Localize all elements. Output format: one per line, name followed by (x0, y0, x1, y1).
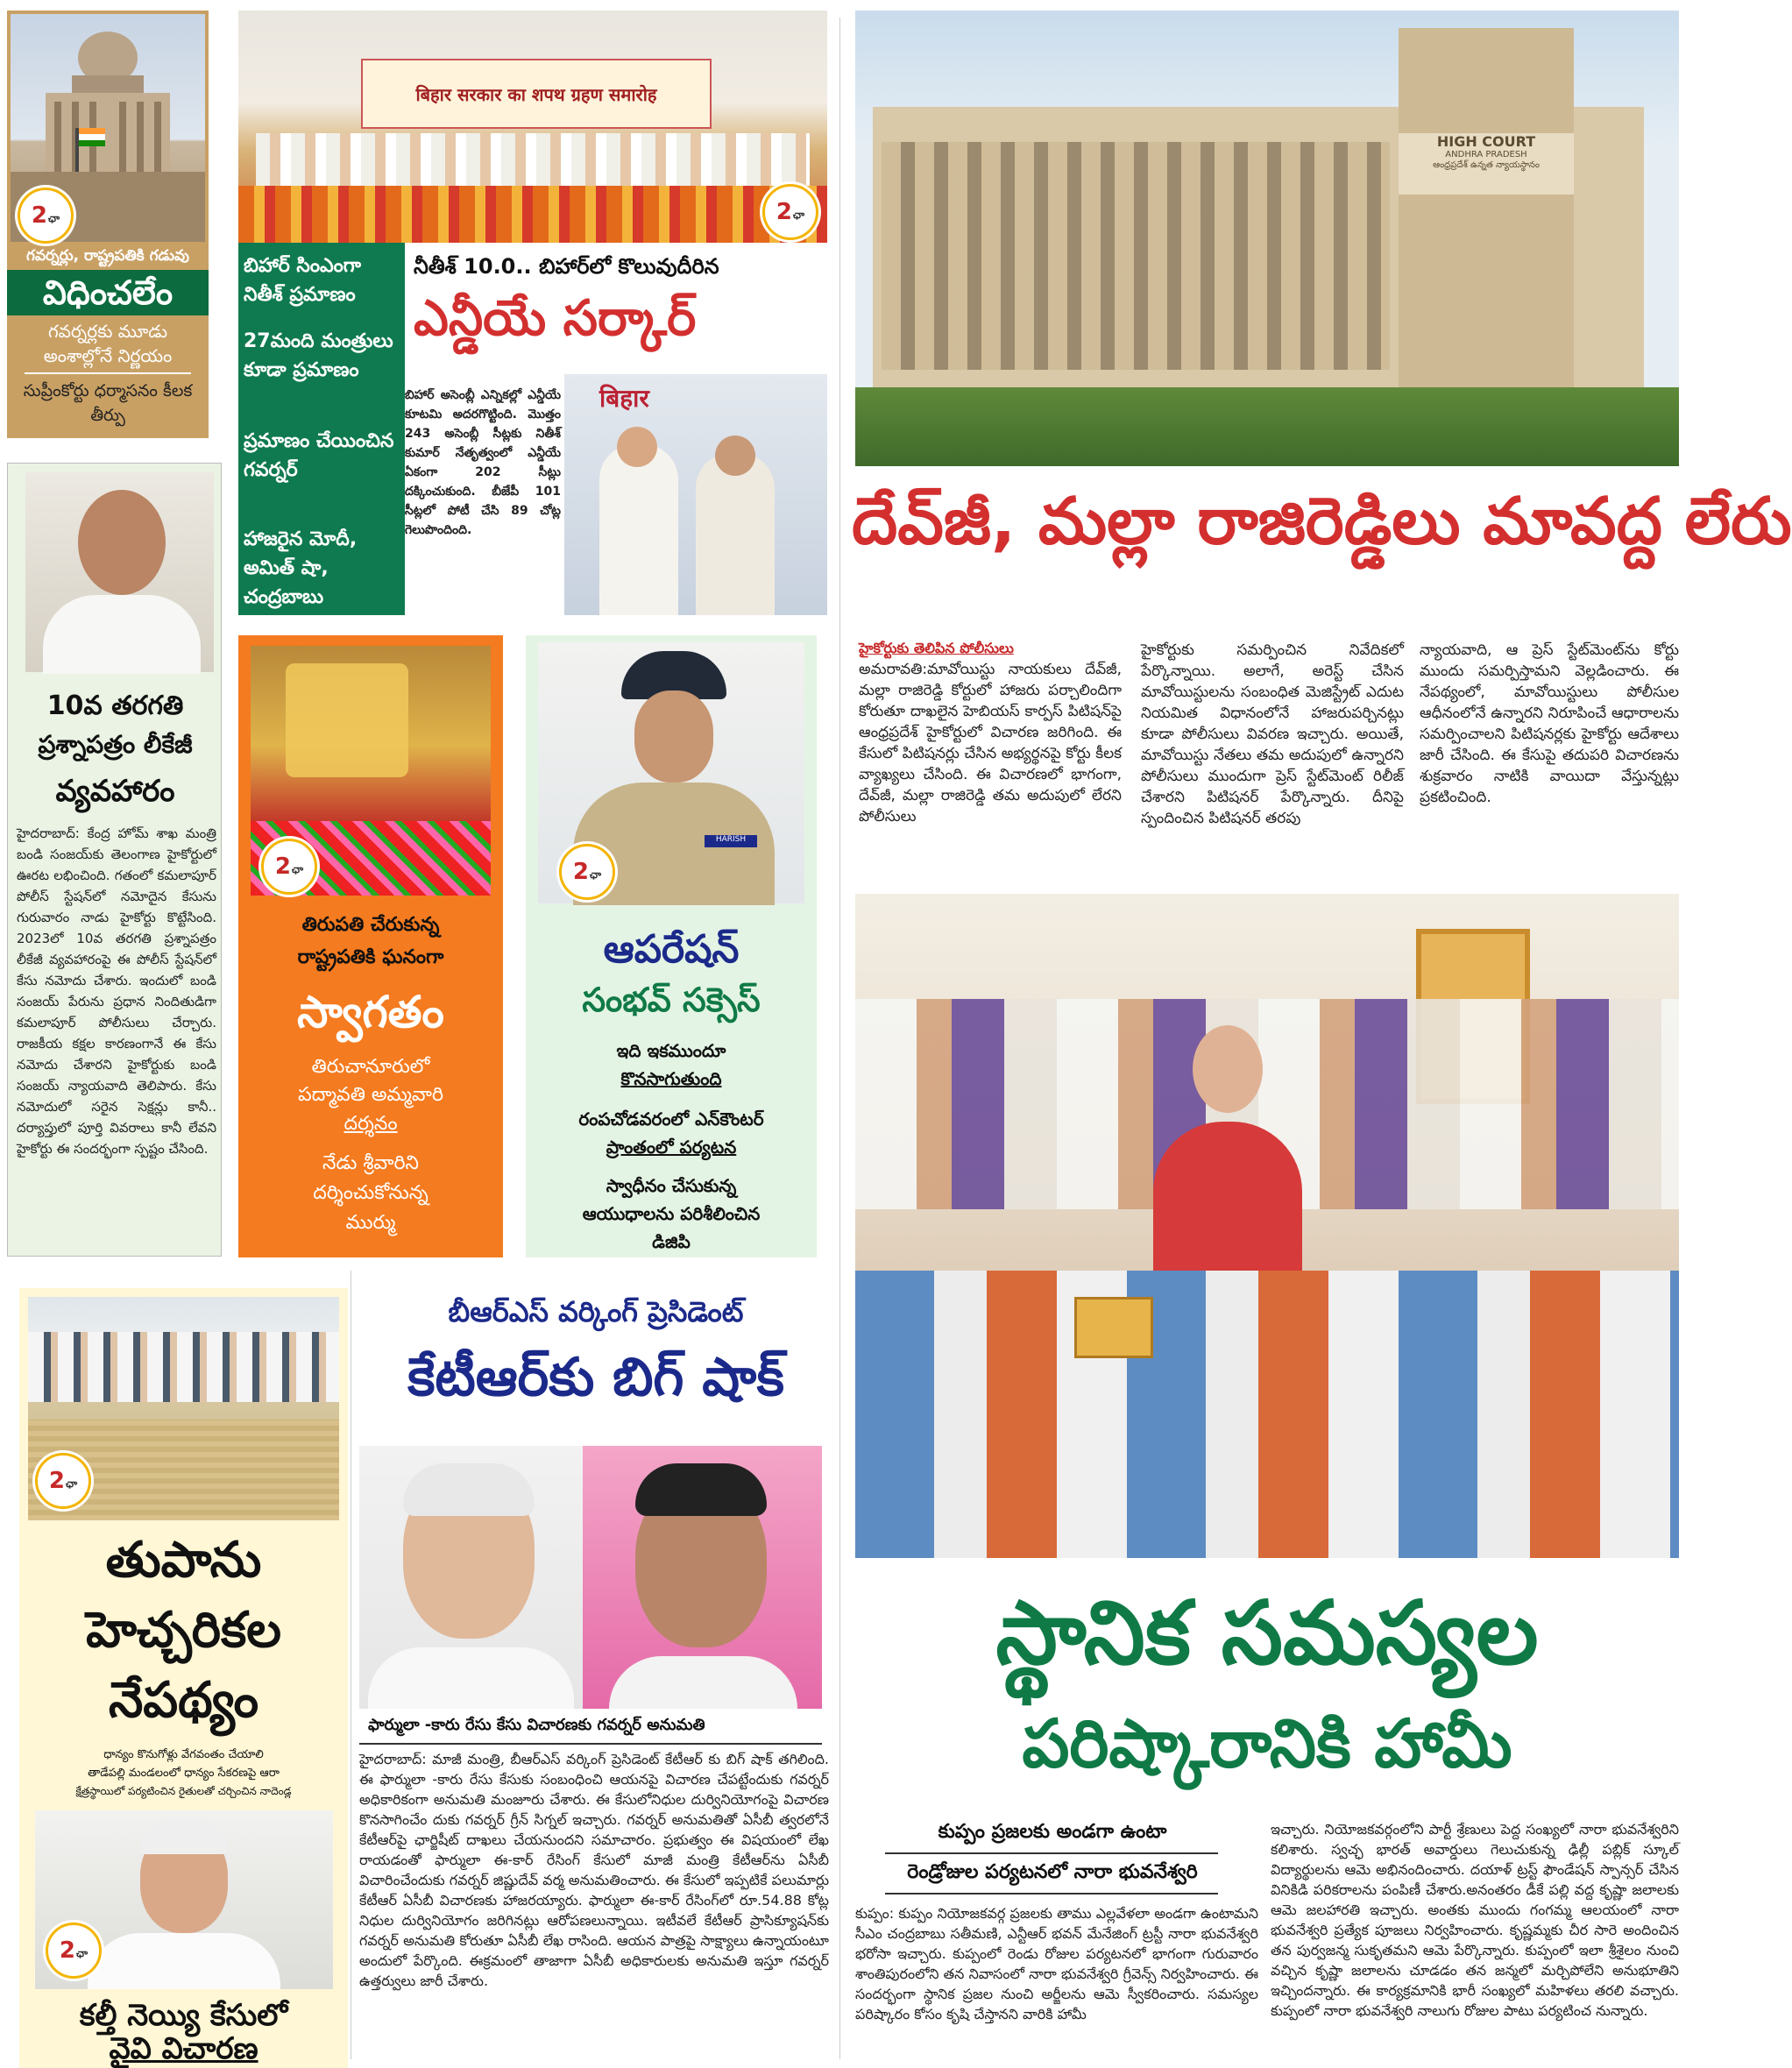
governor-photo (359, 1446, 583, 1709)
operation-item3a: స్వాధీనం చేసుకున్న (606, 1175, 737, 1196)
tirupati-story (238, 635, 503, 1257)
tirupati-line1: తిరుచానూరులో (311, 1056, 430, 1078)
high-court-col1: అమరావతి:మావోయిస్టు నాయకులు దేవ్‌జీ, మల్లా రాజిరెడ్డి కోర్టులో హాజరు పర్చాలిందిగా కోరుతూ దాఖలైన హెబియస్ కార్పస్ పిటిషన్‌పై ఆంధ్రప్రదేశ్ హైకోర్టులో విచారణ జరిగింది. ఈ కేసులో పిటిషనర్లు చేసిన అభ్యర్థనపై కోర్టు కీలక వ్యాఖ్యలు చేసింది. ఈ విచారణలో భాగంగా, దేవ్‌జీ, మల్లా రాజిరెడ్డి తమ అదుపులో లేరని పోలీసులు (859, 661, 1122, 825)
operation-item2a: రంపచోడవరంలో ఎన్‌కౌంటర్ (578, 1108, 764, 1130)
supreme-court-sub1: గవర్నర్లకు మూడు అంశాల్లోనే నిర్ణయం (43, 321, 173, 366)
operation-item1a: ఇది ఇకముందూ (616, 1040, 726, 1061)
ktr-kicker: బీఆర్ఎస్ వర్కింగ్ ప్రెసిడెంట్ (448, 1295, 744, 1328)
bihar-side-panel (238, 243, 405, 615)
sign-line2: ANDHRA PRADESH (1445, 150, 1527, 159)
person-figure (715, 436, 755, 476)
bihar-banner-text: बिहार सरकार का शपथ ग्रहण समारोह (415, 83, 657, 105)
lawn-trees (855, 387, 1679, 466)
tirupati-headline: స్వాగతం (297, 987, 444, 1038)
tirupati-line4: నేడు శ్రీవారిని (322, 1152, 419, 1174)
modi-nitish-photo (564, 374, 827, 615)
flower-decor (238, 186, 827, 243)
operation-item2b: ప్రాంతంలో పర్యటన (606, 1137, 737, 1158)
shirt (368, 1647, 574, 1709)
tirupati-kicker2: రాష్ట్రపతికి ఘనంగా (297, 946, 444, 968)
bihar-kicker: నీతీశ్ 10.0.. బిహార్‌లో కొలువుదీరిన (414, 254, 719, 279)
operation-headline2: సంభవ్ సక్సెస్ (582, 981, 761, 1019)
operation-headline1: ఆపరేషన్ (603, 927, 740, 972)
building-tower (1399, 28, 1574, 396)
operation-item1b: కొనసాగుతుంది (620, 1068, 722, 1089)
supreme-court-kicker: గవర్నర్లు, రాష్ట్రపతికి గడువు (26, 247, 189, 265)
crowd (28, 1332, 339, 1402)
bihar-side-item: 27మంది మంత్రులు కూడా ప్రమాణం (244, 330, 393, 381)
kuppam-headline2: పరిష్కారానికి హామీ (1022, 1704, 1512, 1782)
bihar-stage-photo (238, 11, 827, 243)
newspaper-logo: 2 ఛా (18, 188, 74, 244)
divider (25, 372, 191, 374)
kuppam-headline1: స్థానిక సమస్యల (995, 1582, 1539, 1684)
kuppam-sub1-divider (885, 1852, 1218, 1854)
ghee-headline1: కల్తీ నెయ్యి కేసులో (79, 1998, 288, 2033)
ktr-headline: కేటీఆర్‌కు బిగ్ షాక్ (407, 1347, 784, 1408)
newspaper-logo: 2 ఛా (46, 1923, 102, 1979)
leak-headline3: వ్యవహారం (55, 774, 175, 809)
shirt (43, 595, 201, 674)
bihar-headline: ఎన్డీయే సర్కార్ (414, 290, 697, 347)
crowd-on-stage (256, 133, 810, 186)
supreme-court-headline: విధించలేం (7, 270, 209, 315)
ghee-headline2: వైవి విచారణ (109, 2031, 259, 2066)
cyclone-sub1: ధాన్యం కొనుగోళ్లు వేగవంతం చేయాలి (103, 1748, 264, 1761)
cyclone-sub2: తాడేపల్లి మండలంలో ధాన్యం సేకరణపై ఆరా (88, 1767, 280, 1780)
children-front-row (855, 1271, 1679, 1558)
newspaper-logo: 2 ఛా (35, 1453, 91, 1509)
column-rule (839, 18, 840, 2059)
kuppam-col1: కుప్పం: కుప్పం నియోజకవర్గ ప్రజలకు తాము ఎల్లవేళలా అండగా ఉంటామని సీఎం చంద్రబాబు సతీమణి, ఎన్టీఆర్ భవన్ మేనేజింగ్ ట్రస్టీ నారా భువనేశ్వరి భరోసా ఇచ్చారు. కుప్పంలో రెండు రోజుల పర్యటనలో భాగంగా గురువారం శాంతిపురంలోని తన నివాసంలో నారా భువనేశ్వరి గ్రీవెన్స్ నిర్వహించారు. ఈ సందర్భంగా స్థానిక ప్రజల నుంచి అర్జీలను ఆమె స్వీకరించారు. సమస్యల పరిష్కారం కోసం కృషి చేస్తానని వారికి హామీ (855, 1905, 1258, 2022)
supreme-court-photo (11, 14, 205, 242)
sign-telugu: ఆంధ్రప్రదేశ్ ఉన్నత న్యాయస్థానం (1433, 160, 1540, 170)
bihar-banner (361, 59, 712, 129)
supreme-court-sub2: సుప్రీంకోర్టు ధర్మాసనం కీలక తీర్పు (23, 381, 193, 425)
operation-item3c: డిజిపి (652, 1231, 691, 1252)
tirupati-line2: పద్మావతి అమ్మవారి (297, 1084, 444, 1106)
building-windows (882, 142, 1390, 370)
operation-item3b: ఆయుధాలను పరిశీలించిన (582, 1203, 761, 1224)
high-court-photo (855, 11, 1679, 466)
tirupati-line3: దర్శనం (344, 1113, 398, 1135)
tirupati-line5: దర్శించుకోనున్న (313, 1182, 429, 1204)
woman-face (1193, 1025, 1263, 1113)
tirupati-kicker1: తిరుపతి చేరుకున్న (301, 914, 440, 936)
cyclone-headline1: తుపాను (105, 1532, 262, 1589)
high-court-headline: దేవ్‌జీ, మల్లా రాజిరెడ్డిలు మావద్ద లేరు (852, 484, 1792, 559)
bihar-side-item: ప్రమాణం చేయించిన గవర్నర్ (244, 430, 394, 481)
supreme-court-story (7, 11, 209, 438)
newspaper-logo: 2 ఛా (261, 839, 317, 895)
face (78, 490, 166, 595)
hair (403, 1463, 535, 1516)
bihar-story (238, 11, 827, 615)
hair (635, 1463, 767, 1516)
temple-decor (286, 663, 408, 777)
person-figure (696, 453, 775, 615)
ktr-photo (583, 1446, 822, 1709)
bihar-side-item: బిహార్ సింఎంగా నితీశ్ ప్రమాణం (244, 255, 362, 306)
leak-body: హైదరాబాద్: కేంద్ర హోమ్ శాఖ మంత్రి బండి సంజయ్‌కు తెలంగాణ హైకోర్టులో ఊరట లభించింది. గతంలో కమలాపూర్ పోలీస్ స్టేషన్‌లో నమోదైన కేసును గురువారం నాడు హైకోర్టు కొట్టేసింది. 2023లో 10వ తరగతి ప్రశ్నాపత్రం లీకేజీ వ్యవహారంపై ఈ పోలీస్ స్టేషన్‌లో కేసు నమోదు చేశారు. ఇందులో బండి సంజయ్ పేరును ప్రధాన నిందితుడిగా కమలాపూర్ పోలీసులు చేర్చారు. రాజకీయ కక్షల కారణంగానే ఈ కేసు నమోదు చేశారని హైకోర్టుకు బండి సంజయ్ న్యాయవాది తెలిపారు. కేసు నమోదులో సరైన సెక్షన్లు కానీ.. దర్యాప్తులో పూర్తి వివరాలు కానీ లేవని హైకోర్టు ఈ సందర్భంగా స్పష్టం చేసింది. (17, 825, 216, 1157)
kuppam-sub2-divider (885, 1893, 1218, 1894)
cyclone-sub3: క్షేత్రస్థాయిలో పర్యటించిన రైతులతో చర్చించిన నాదెండ్ల (75, 1785, 292, 1797)
bhuvaneswari-group-photo (855, 894, 1679, 1558)
yv-subba-reddy-photo (35, 1810, 333, 1989)
shirt (88, 1933, 280, 1989)
hair (140, 1819, 228, 1854)
newspaper-logo: 2 ఛా (762, 184, 818, 240)
kuppam-sub2: రెండ్రోజుల పర్యటనలో నారా భువనేశ్వరి (907, 1861, 1198, 1883)
person-figure (617, 427, 657, 467)
high-court-col3: న్యాయవాది, ఆ ప్రెస్ స్టేట్‌మెంట్‌ను కోర్టు ముందు సమర్పిస్తామని వెల్లడించారు. ఈ నేపథ్యంలో, మావోయిస్టులు పోలీసుల ఆధీనంలోనే ఉన్నారని నిరూపించే ఆధారాలను సమర్పించాలని పిటిషనర్లకు హైకోర్టు ఆదేశాలు జారీ చేసింది. ఈ కేసుపై తదుపరి విచారణను శుక్రవారం నాటికి వాయిదా వేస్తున్నట్లు ప్రకటించింది. (1420, 641, 1679, 806)
name-tag: HARISH (705, 835, 757, 847)
person-figure (599, 444, 678, 615)
cyclone-headline3: నేపథ్యం (108, 1672, 259, 1729)
bihar-side-item: హాజరైన మోదీ, అమిత్ షా, చంద్రబాబు (244, 528, 358, 608)
gift-box (1074, 1297, 1153, 1358)
ktr-body: హైదరాబాద్: మాజీ మంత్రి, బీఆర్ఎస్ వర్కింగ్ ప్రెసిడెంట్ కేటీఆర్ కు బిగ్ షాక్ తగిలింది. ఈ ఫార్ములా -కారు రేసు కేసుకు సంబంధించి ఆయనపై విచారణ చేపట్టేందుకు గవర్నర్ అధికారికంగా అనుమతి మంజూరు చేశారు. ఈ కేసులోనిధుల దుర్వినియోగంపై విచారణ కొనసాగించేం దుకు గవర్నర్ గ్రీన్ సిగ్నల్ ఇచ్చారు. గవర్నర్ అనుమతితో ఏసీబీ త్వరలోనే కేటీఆర్‌పై ఛార్జిషీట్ దాఖలు చేయనుందని సమాచారం. ప్రభుత్వం ఈ విషయంలో లేఖ రాయడంతో ఫార్ములా ఈ-కార్ రేసింగ్ కేసులో మాజీ మంత్రి కేటీఆర్‌ను ఏసీబీ విచారించేందుకు గవర్నర్ జిష్ణుదేవ్ వర్మ అనుమతించారు. ఈ కేసులో ఇప్పటికే పలుమార్లు కేటీఆర్ ఏసీబీ విచారణకు హాజరయ్యారు. ఫార్ములా ఈ-కార్ రేసింగ్‌లో రూ.54.88 కోట్ల నిధుల దుర్వినియోగం జరిగినట్లు ఆరోపణలున్నాయి. ఇటీవలే కేటీఆర్ ప్రాసిక్యూషన్‌కు గవర్నర్ అనుమతి కోరుతూ ఏసీబీ లేఖ రాసింది. ఆయన పాత్రపై సాక్ష్యాలు ఉన్నాయంటూ అందులో పేర్కొంది. ఈక్రమంలో తాజాగా ఏసీబీ అధికారులకు అనుమతి ఇస్తూ గవర్నర్ ఉత్తర్వులు జారీ చేశారు. (359, 1751, 829, 1989)
shirt (609, 1656, 797, 1709)
high-court-sign (1399, 133, 1574, 195)
cyclone-headline2: హెచ్చరికల (86, 1602, 281, 1659)
high-court-kicker: హైకోర్టుకు తెలిపిన పోలీసులు (859, 640, 1014, 656)
dgp-photo (538, 642, 804, 903)
high-court-col2: హైకోర్టుకు సమర్పించిన నివేదికలో పేర్కొన్నాయి. అలాగే, అరెస్ట్ చేసిన మావోయిస్టులను సంబంధిత మెజిస్ట్రేట్ ఎదుట నియమిత విధానంలోనే హాజరుపర్చినట్లు కూడా పోలీసులు వివరణ ఇచ్చారు. అయితే, మావోయిస్టు నేతలు తమ అదుపులో ఉన్నారని పోలీసులు ముందుగా ప్రెస్ స్టేట్‌మెంట్ రిలీజ్ చేశారని పిటిషనర్ పేర్కొన్నారు. దీనిపై స్పందించిన పిటిషనర్ తరపు (1141, 641, 1404, 827)
bihar-body: బిహార్ అసెంబ్లీ ఎన్నికల్లో ఎన్డీయే కూటమి అదరగొట్టింది. మొత్తం 243 అసెంబ్లీ సీట్లకు నితీశ్ కుమార్ నేతృత్వంలో ఎన్డీయే ఏకంగా 202 సీట్లు దక్కించుకుంది. బీజేపీ 101 సీట్లలో పోటీ చేసి 89 చోట్ల గెలుపొందింది. (405, 388, 561, 537)
tirupati-line6: ముర్ము (345, 1212, 396, 1234)
leak-story (7, 463, 222, 1257)
kuppam-col2: ఇచ్చారు. నియోజకవర్గంలోని పార్టీ శ్రేణులు పెద్ద సంఖ్యలో నారా భువనేశ్వరిని కలిశారు. స్వచ్ఛ భారత్ అవార్డులు గెలుచుకున్న ఢిల్లీ పబ్లిక్ స్కూల్ విద్యార్థులను ఆమె అభినందించారు. దయాళ్ ట్రస్ట్ ఫౌండేషన్ స్పాన్సర్ చేసిన వినికిడి పరికరాలను పంపిణీ చేశారు.అనంతరం డీకే పల్లి వద్ద కృష్ణా జలాలకు ఆమె జలహారతి ఇచ్చారు. అంతకు ముందు గంగమ్మ ఆలయంలో నారా భువనేశ్వరి ప్రత్యేక పూజలు నిర్వహించారు. కృష్ణమ్మకు చీర సారె అందించిన తన పుర్వజన్మ సుకృతమని ఆమె పేర్కొన్నారు. కుప్పంలో ఇలా శ్రీశైలం నుంచి వచ్చిన కృష్ణా జలాలను చూడడం తన జన్మలో మర్చిపోలేని అనుభూతిని ఇచ్చిందన్నారు. ఈ కార్యక్రమానికి భారీ సంఖ్యలో మహిళలు తరలి వచ్చారు. కుప్పంలో నారా భువనేశ్వరి నాలుగు రోజుల పాటు పర్యటించ నున్నారు. (1271, 1821, 1679, 2019)
paddy-field-photo (28, 1297, 339, 1520)
leak-headline1: 10వ తరగతి (46, 691, 184, 721)
stage-backdrop-text: बिहार (599, 384, 649, 413)
kuppam-sub1: కుప్పం ప్రజలకు అండగా ఉంటా (938, 1821, 1167, 1843)
face (634, 691, 713, 783)
leak-headline2: ప్రశ్నాపత్రం లీకేజీ (38, 730, 193, 759)
murmu-temple-photo (251, 646, 491, 896)
newspaper-logo: 2 ఛా (559, 844, 615, 900)
operation-story (526, 635, 817, 1257)
sign-line1: HIGH COURT (1436, 133, 1536, 150)
cyclone-story (19, 1288, 348, 2068)
ktr-caption: ఫార్ములా -కారు రేసు కేసు విచారణకు గవర్నర్ అనుమతి (359, 1716, 822, 1745)
bandi-sanjay-photo (25, 472, 214, 672)
